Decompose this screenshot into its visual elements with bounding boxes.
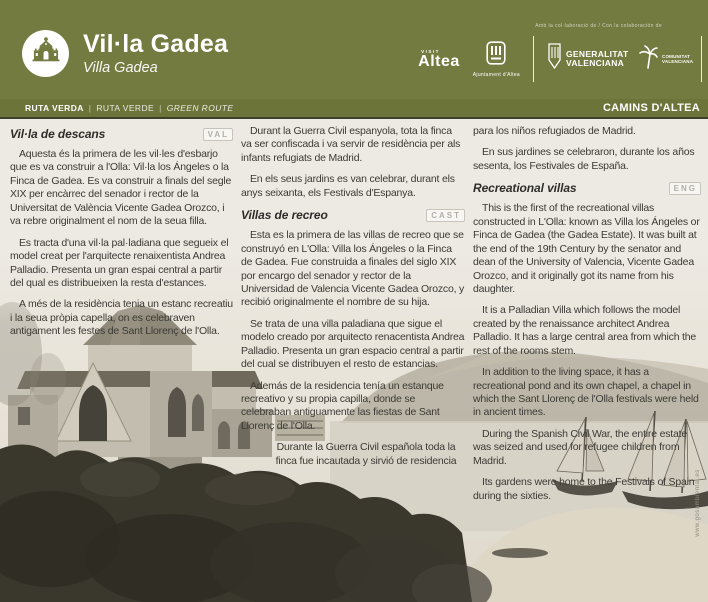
panel-subtitle: Villa Gadea [83, 59, 158, 76]
photo-credit-watermark: www.gosambiental.es [695, 469, 702, 537]
route-separator: | [159, 103, 162, 113]
title-block [83, 31, 228, 75]
spanish-paragraph: Además de la residencia tenía un estanque recreativo y su propia capilla, donde se celebraban antiguamente las fiestas de Sant Llorenç de l'Olla. [241, 379, 444, 432]
collaboration-note: Amb la col·laboració de / Con la colaboración de [535, 23, 662, 29]
camins-daltea-label: CAMINS D'ALTEA [602, 102, 700, 114]
route-name-cast: RUTA VERDE [96, 103, 155, 113]
visit-altea-logo-top: VISIT [421, 48, 440, 54]
ajuntament-label: Ajuntament d'Altea [472, 71, 520, 78]
logo-divider-end [701, 36, 702, 82]
english-paragraph: During the Spanish Civil War, the entire estate was seized and used for refugee children from Madrid. [473, 427, 687, 467]
english-paragraph: In addition to the living space, it has a recreational pond and its own chapel, a chapel in which the Sant Llorenç de l'Olla festivals were held in ancient times. [473, 366, 699, 419]
ajuntament-crest-icon [486, 41, 506, 70]
valencian-paragraph: Durant la Guerra Civil espanyola, tota la finca va ser confiscada i va servir de residència per als infants refugiats de Madrid. [241, 125, 461, 164]
logo-divider [533, 36, 534, 82]
spanish-paragraph: Se trata de una villa paladiana que sigue el modelo creado por arquitecto renacentista Andrea Palladio. Presenta un gran espacio central a partir del cual se distribuyen el resto de estancias. [241, 317, 465, 371]
generalitat-emblem-icon [547, 43, 562, 75]
spanish-heading: Villas de recreo [241, 208, 328, 223]
route-name-val: RUTA VERDA [25, 103, 84, 113]
english-paragraph: This is the first of the recreational villas constructed in L'Olla: known as Villa los Ángeles or Finca de Gadea (the Gadea Estate). It was built at the end of the 19th Century by the senator and dean of the University of Valencia, Vicente Gadea Orozco, and it originally got its name from his daughter. [473, 202, 700, 295]
valencian-paragraph: Aquesta és la primera de les vil·les d'esbarjo que es va construir a l'Olla: Vil·la los Ángeles o la Finca de Gadea. Es va construir a finals del segle XIX per encàrrec del senador i rector de la Universitat de València Vicente Gadea Orozco, i va rebre originalment el nom de la seua filla. [10, 148, 232, 228]
spanish-heading-row [241, 208, 465, 222]
header-logos [418, 23, 708, 82]
villa-logo-circle [22, 30, 69, 77]
column-spanish [241, 125, 465, 476]
generalitat-label: GENERALITAT VALENCIANA [566, 48, 629, 68]
logo-row [418, 36, 702, 82]
valencian-heading: Vil·la de descans [10, 127, 106, 141]
valencian-language-badge: VAL [203, 128, 233, 141]
route-name-eng: GREEN ROUTE [166, 103, 234, 113]
valencian-paragraph: A més de la residència tenia un estanc recreatiu i la seua pròpia capella, on es celebraven antigament les festes de Sant Llorenç de l'Olla. [10, 298, 233, 338]
header [0, 0, 708, 99]
english-paragraph: It is a Palladian Villa which follows the model created by the renaissance architect Andrea Palladio. It has a large central area from which the rest of the rooms stem. [473, 304, 697, 357]
panel-title: Vil·la Gadea [83, 30, 229, 59]
spanish-paragraph: Durante la Guerra Civil española toda la finca fue incautada y sirvió de residencia [275, 441, 457, 467]
spanish-language-badge: CAST [426, 209, 465, 222]
spanish-paragraph-continued: para los niños refugiados de Madrid. [473, 125, 636, 137]
route-names [25, 103, 233, 113]
comunitat-palm-icon [637, 44, 659, 75]
valencian-paragraph: Es tracta d'una vil·la pal·ladiana que segueix el model creat per l'arquitecte renaixentista Andrea Palladio. Presenta un gran espai central a partir del qual es distribueixen la resta d'estances. [10, 236, 229, 289]
english-paragraph: Its gardens were home to the Festivals of Spain during the sixties. [473, 476, 695, 502]
route-separator: | [88, 103, 92, 113]
ajuntament-altea-logo [473, 41, 520, 78]
comunitat-label: COMUNITAT VALENCIANA [662, 53, 694, 64]
generalitat-valenciana-logo [547, 43, 629, 75]
spanish-paragraph: En sus jardines se celebraron, durante los años sesenta, los Festivales de España. [473, 146, 695, 172]
valencian-heading-row [10, 127, 233, 141]
valencian-paragraph: En els seus jardins es van celebrar, durant els anys seixanta, els Festivals d'Espanya. [241, 173, 455, 199]
visit-altea-logo [418, 49, 460, 70]
route-bar [0, 99, 708, 119]
villa-building-icon [29, 34, 63, 73]
visit-altea-logo-word: Altea [418, 52, 460, 70]
main-content [0, 119, 708, 602]
english-language-badge: ENG [669, 182, 701, 195]
column-english [473, 125, 701, 511]
column-valencian [10, 125, 233, 347]
english-heading-row [473, 181, 701, 195]
comunitat-valenciana-logo [637, 44, 694, 75]
spanish-paragraph: Esta es la primera de las villas de recreo que se construyó en L'Olla: Villa los Ángeles o la Finca de Gadea. Fue construida a finales del siglo XIX por encargo del senador y rector de la Universidad de Valencia Vicente Gadea Orozco, y recibió originalmente el nombre de su hija. [241, 229, 465, 309]
english-heading: Recreational villas [473, 181, 577, 196]
